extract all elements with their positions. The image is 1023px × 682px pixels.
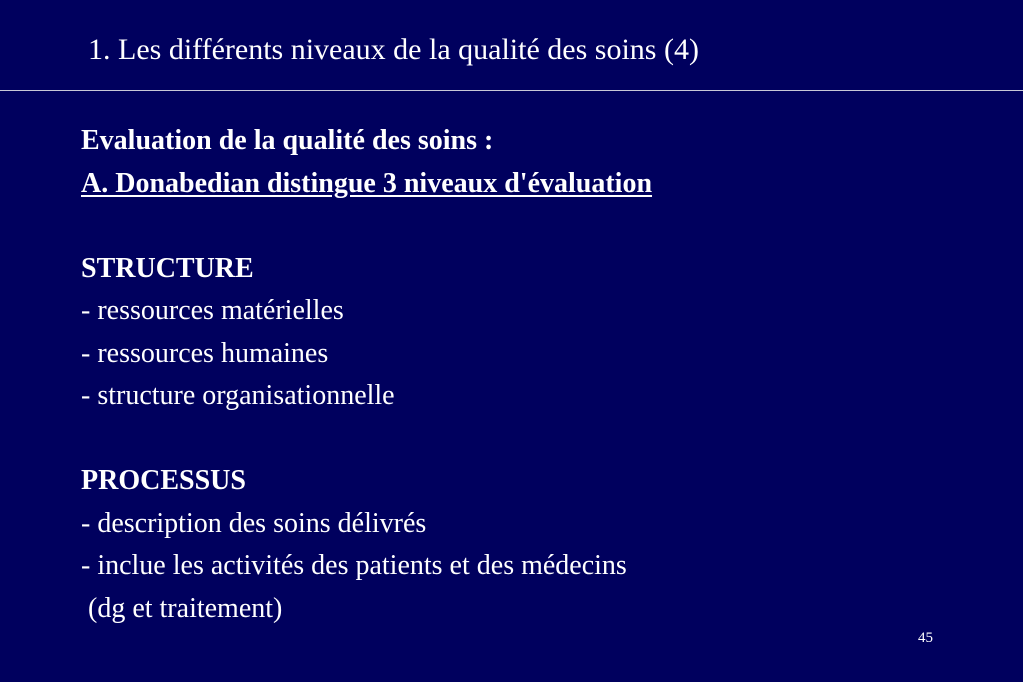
title-divider — [0, 90, 1023, 91]
heading-line-2: A. Donabedian distingue 3 niveaux d'évaluation — [81, 167, 653, 199]
structure-item: - ressources matérielles — [81, 295, 344, 326]
structure-item: - ressources humaines — [81, 337, 329, 369]
page-number: 45 — [918, 630, 933, 646]
slide-body — [81, 120, 652, 630]
structure-item: - structure organisationnelle — [81, 380, 395, 411]
slide-title: 1. Les différents niveaux de la qualité des soins (4) — [88, 33, 699, 66]
heading-line-1: Evaluation de la qualité des soins : — [81, 125, 494, 156]
processus-label: PROCESSUS — [81, 465, 246, 496]
processus-item: - inclue les activités des patients et des médecins — [81, 550, 627, 581]
spacer — [81, 205, 652, 248]
processus-item: - description des soins délivrés — [81, 507, 427, 539]
processus-item: (dg et traitement) — [81, 592, 283, 624]
structure-label: STRUCTURE — [81, 252, 254, 284]
spacer — [81, 418, 652, 461]
